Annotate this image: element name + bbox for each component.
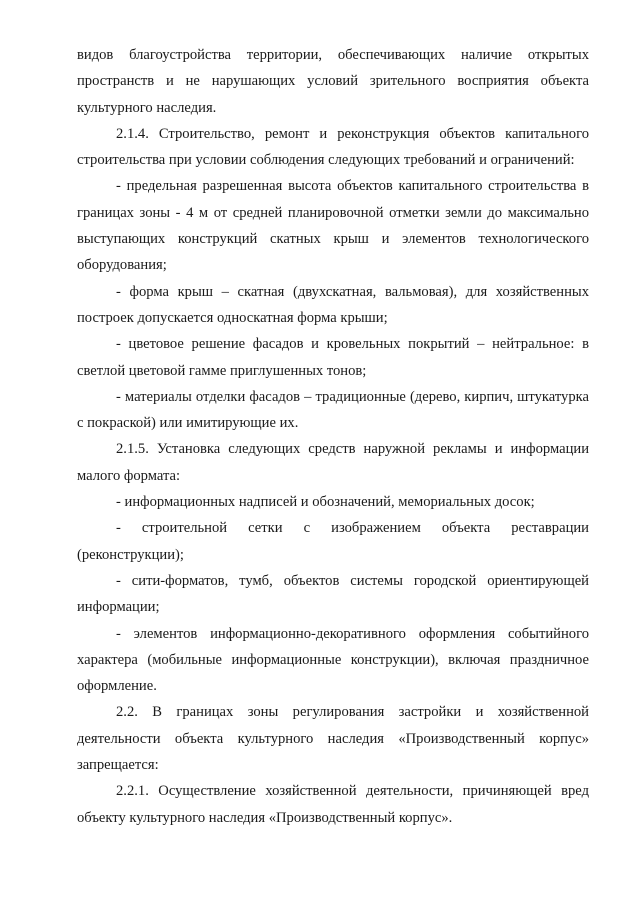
paragraph-2-2: 2.2. В границах зоны регулирования застройки и хозяйственной деятельности объекта культурного наследия «Производственный корпус» запрещается: [77,704,589,774]
paragraph-2-2-1: 2.2.1. Осуществление хозяйственной деятельности, причиняющей вред объекту культурного наследия «Производственный корпус». [77,783,589,826]
paragraph-facade-materials: - материалы отделки фасадов – традиционные (дерево, кирпич, штукатурка с покраской) или имитирующие их. [77,388,589,432]
paragraph-info-signs: - информационных надписей и обозначений, мемориальных досок; [116,494,535,511]
paragraph-roof-form: - форма крыш – скатная (двухскатная, вальмовая), для хозяйственных построек допускается односкатная форма крыши; [77,283,589,326]
paragraph-2-1-4: 2.1.4. Строительство, ремонт и реконструкция объектов капитального строительства при условии соблюдения следующих требований и ограничений: [77,125,589,169]
paragraph-construction-net: - строительной сетки с изображением объекта реставрации (реконструкции); [77,520,589,563]
paragraph-color-solution: - цветовое решение фасадов и кровельных покрытий – нейтральное: в светлой цветовой гамме приглушенных тонов; [77,336,589,379]
paragraph-height-limit: - предельная разрешенная высота объектов капитального строительства в границах зоны - 4 м от средней планировочной отметки земли до максимально выступающих конструкций скатных крыш и элементов технологического оборудования; [77,178,589,274]
paragraph-decorative-elements: - элементов информационно-декоративного оформления событийного характера (мобильные информационные конструкции), включая праздничное оформление. [77,625,589,695]
paragraph-continuation: видов благоустройства территории, обеспечивающих наличие открытых пространств и не нарушающих условий зрительного восприятия объекта культурного наследия. [77,47,589,116]
paragraph-city-formats: - сити-форматов, тумб, объектов системы городской ориентирующей информации; [77,572,589,616]
paragraph-2-1-5: 2.1.5. Установка следующих средств наружной рекламы и информации малого формата: [77,441,589,484]
document-body [77,42,589,831]
